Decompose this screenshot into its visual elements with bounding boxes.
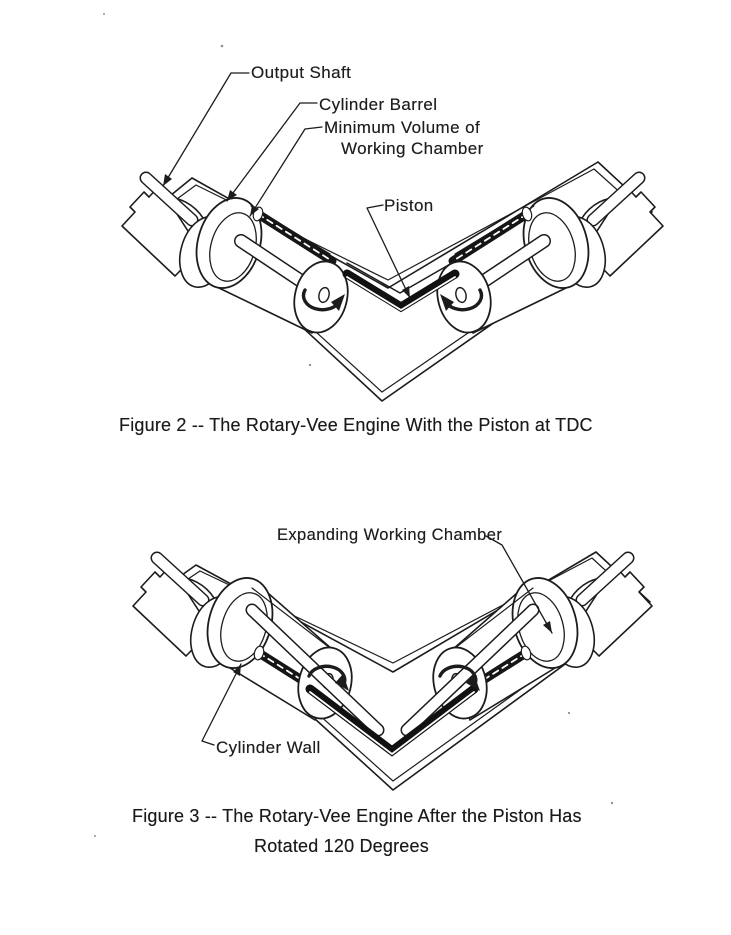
figure2-caption: Figure 2 -- The Rotary-Vee Engine With the Piston at TDC: [119, 415, 593, 435]
label-expanding-chamber: Expanding Working Chamber: [277, 526, 503, 544]
leader-cylinder-wall: [202, 664, 241, 745]
label-output-shaft: Output Shaft: [251, 63, 352, 82]
leader-output-shaft: [163, 73, 249, 186]
label-piston: Piston: [384, 196, 434, 215]
cylinder-assembly-right: [407, 558, 652, 730]
leader-cylinder-barrel: [227, 103, 317, 201]
cylinder-assembly-right: [430, 178, 663, 338]
cylinder-assembly: [122, 178, 355, 338]
leader-min-volume: [250, 127, 322, 216]
figure3-caption-line1: Figure 3 -- The Rotary-Vee Engine After the Piston Has: [132, 806, 582, 826]
label-cylinder-wall: Cylinder Wall: [216, 738, 321, 757]
label-min-volume-line1: Minimum Volume of: [324, 118, 481, 137]
label-cylinder-barrel: Cylinder Barrel: [319, 95, 438, 114]
leader-piston: [367, 205, 410, 298]
label-min-volume-line2: Working Chamber: [341, 139, 484, 158]
figure3-caption-line2: Rotated 120 Degrees: [254, 836, 429, 856]
figure3-drawing: [133, 536, 652, 790]
